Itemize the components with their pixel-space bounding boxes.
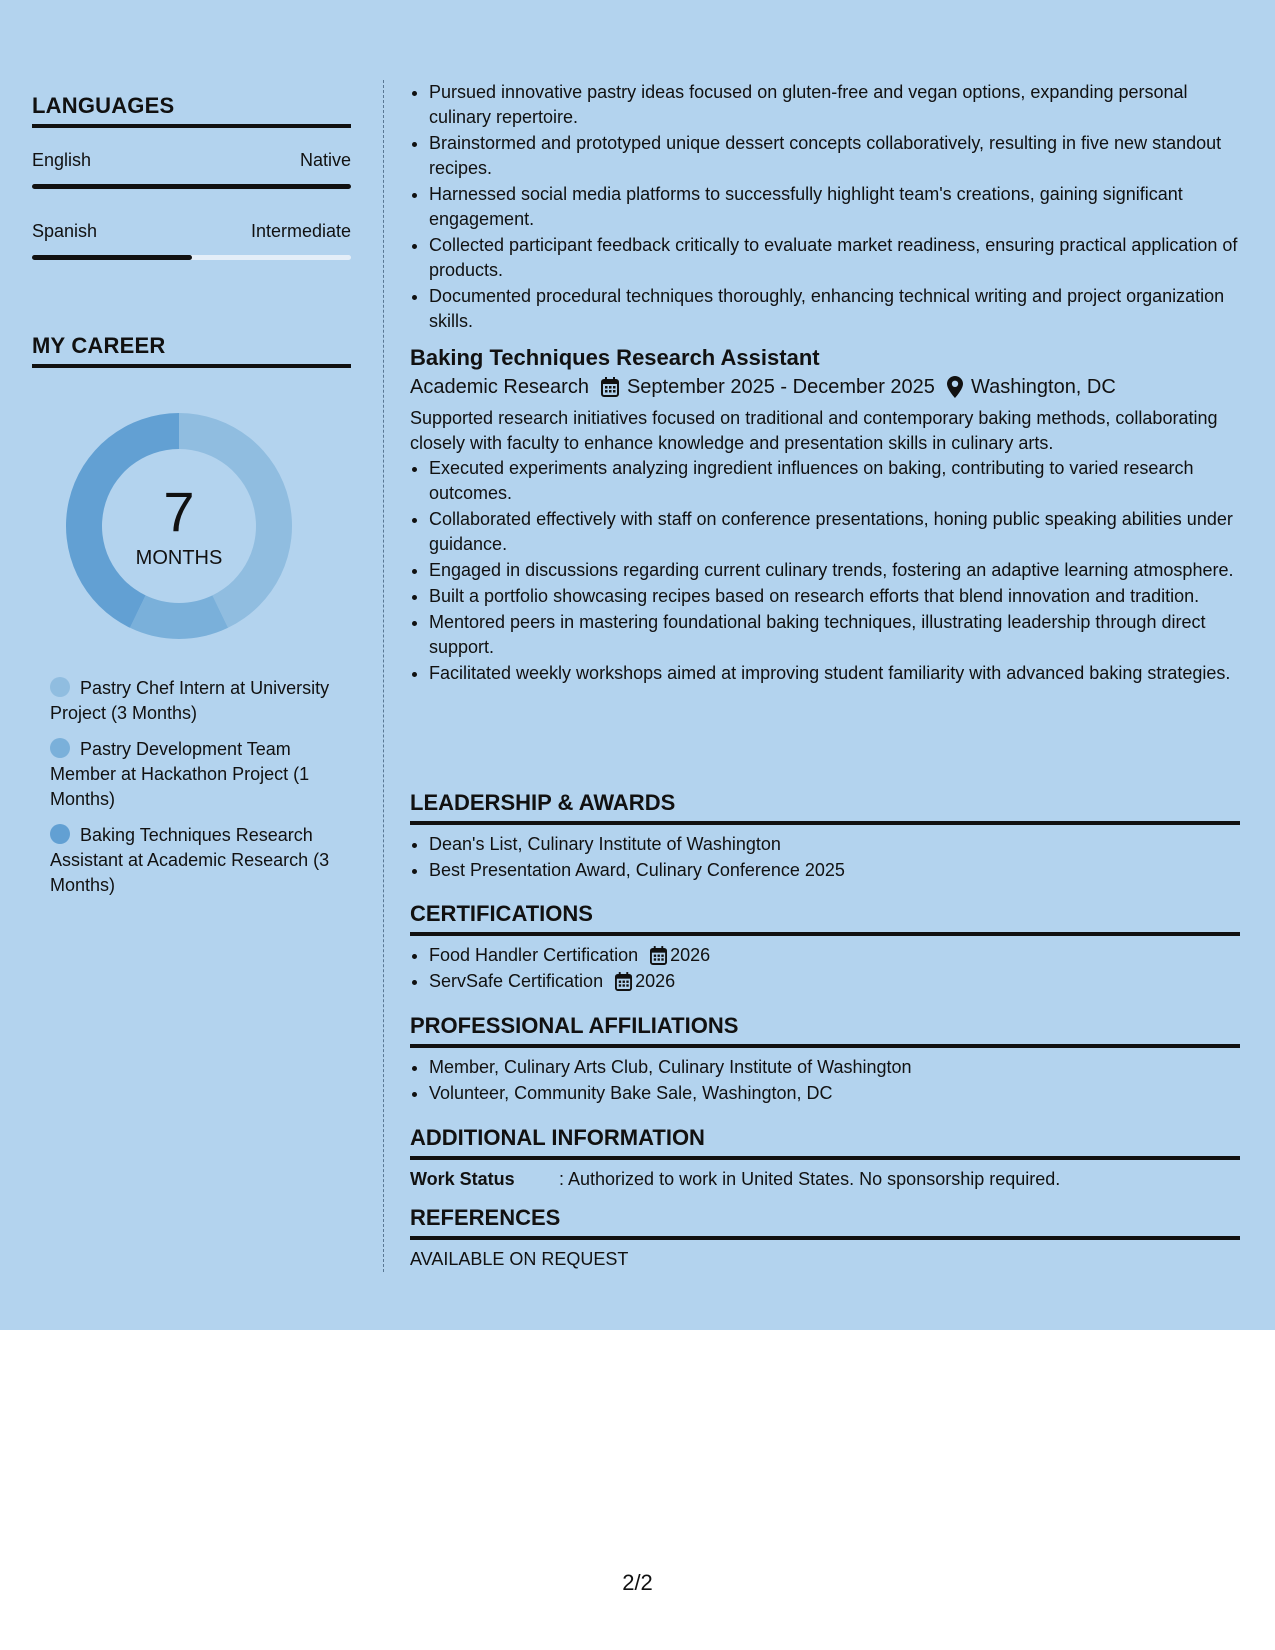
affiliation-item: • Volunteer, Community Bake Sale, Washington, DC	[429, 1081, 1240, 1106]
references-heading: REFERENCES	[410, 1205, 1240, 1240]
career-total-unit: MONTHS	[135, 547, 223, 569]
leadership-section	[410, 790, 1240, 884]
language-level: Native	[299, 150, 351, 170]
career-heading: MY CAREER	[32, 333, 351, 368]
award-item: • Best Presentation Award, Culinary Conference 2025	[429, 858, 1240, 883]
legend-label: Pastry Development Team Member at Hackathon Project (1 Months)	[50, 739, 310, 809]
language-proficiency-bar	[32, 184, 351, 189]
bullet-item: • Brainstormed and prototyped unique dessert concepts collaboratively, resulting in five new standout recipes.	[429, 131, 1240, 181]
language-proficiency-fill	[32, 184, 351, 189]
job-title: Baking Techniques Research Assistant	[410, 345, 820, 370]
legend-dot	[50, 738, 70, 758]
language-name: English	[32, 150, 92, 170]
calendar-icon	[650, 946, 667, 965]
location-pin-icon	[947, 376, 963, 398]
certification-item	[429, 969, 1240, 994]
page-number: 2/2	[622, 1570, 653, 1595]
certifications-section	[410, 901, 1240, 995]
leadership-heading: LEADERSHIP & AWARDS	[410, 790, 1240, 825]
job-meta	[410, 373, 1240, 401]
job-bullets	[410, 456, 1240, 686]
bullet-item: • Facilitated weekly workshops aimed at improving student familiarity with advanced baking strategies.	[429, 661, 1240, 686]
column-divider	[383, 80, 384, 1272]
job-dates: September 2025 - December 2025	[626, 376, 935, 398]
language-proficiency-fill	[32, 255, 192, 260]
affiliations-section	[410, 1013, 1240, 1107]
additional-heading: ADDITIONAL INFORMATION	[410, 1125, 1240, 1160]
legend-item	[50, 676, 340, 726]
certification-name: • Food Handler Certification	[429, 945, 639, 965]
bullet-item: • Collected participant feedback critically to evaluate market readiness, ensuring practical application of products.	[429, 233, 1240, 283]
prev-job-bullets	[410, 80, 1240, 334]
affiliation-item: • Member, Culinary Arts Club, Culinary Institute of Washington	[429, 1055, 1240, 1080]
language-proficiency-bar	[32, 255, 351, 260]
calendar-icon	[615, 972, 632, 991]
references-section	[410, 1205, 1240, 1272]
award-item: • Dean's List, Culinary Institute of Washington	[429, 832, 1240, 857]
bullet-item: • Engaged in discussions regarding current culinary trends, fostering an adaptive learning atmosphere.	[429, 558, 1240, 583]
certification-year: 2026	[635, 971, 676, 991]
certification-name: • ServSafe Certification	[429, 971, 604, 991]
legend-item	[50, 823, 340, 898]
certification-item	[429, 943, 1240, 968]
career-donut-chart	[64, 411, 294, 641]
calendar-icon	[601, 377, 619, 397]
bullet-item: • Built a portfolio showcasing recipes based on research efforts that blend innovation and tradition.	[429, 584, 1240, 609]
bullet-item: • Harnessed social media platforms to successfully highlight team's creations, gaining significant engagement.	[429, 182, 1240, 232]
experience-continued	[410, 80, 1240, 687]
language-spanish	[32, 221, 351, 260]
language-english	[32, 150, 351, 189]
legend-label: Baking Techniques Research Assistant at Academic Research (3 Months)	[50, 825, 330, 895]
legend-dot	[50, 677, 70, 697]
bullet-item: • Collaborated effectively with staff on conference presentations, honing public speaking abilities under guidance.	[429, 507, 1240, 557]
bullet-item: • Mentored peers in mastering foundational baking techniques, illustrating leadership through direct support.	[429, 610, 1240, 660]
work-status-row	[410, 1167, 1240, 1192]
languages-section	[32, 93, 351, 260]
career-section	[32, 333, 351, 368]
career-legend	[50, 676, 340, 909]
bullet-item: • Executed experiments analyzing ingredient influences on baking, contributing to varied research outcomes.	[429, 456, 1240, 506]
job-description: Supported research initiatives focused on traditional and contemporary baking methods, collaborating closely with faculty to enhance knowledge and presentation skills in culinary arts.	[410, 408, 1218, 453]
language-name: Spanish	[32, 221, 98, 241]
bullet-item: • Pursued innovative pastry ideas focused on gluten-free and vegan options, expanding personal culinary repertoire.	[429, 80, 1240, 130]
affiliations-heading: PROFESSIONAL AFFILIATIONS	[410, 1013, 1240, 1048]
career-total-value: 7	[163, 480, 195, 543]
legend-item	[50, 737, 340, 812]
references-text: AVAILABLE ON REQUEST	[410, 1249, 629, 1269]
work-status-value: : Authorized to work in United States. No sponsorship required.	[559, 1169, 1061, 1189]
certification-year: 2026	[670, 945, 711, 965]
additional-section	[410, 1125, 1240, 1192]
donut-segment-1	[130, 595, 228, 639]
languages-heading: LANGUAGES	[32, 93, 351, 128]
language-level: Intermediate	[250, 221, 351, 241]
certifications-heading: CERTIFICATIONS	[410, 901, 1240, 936]
job-org: Academic Research	[410, 376, 589, 398]
job-location: Washington, DC	[970, 376, 1116, 398]
legend-label: Pastry Chef Intern at University Project (3 Months)	[50, 678, 330, 723]
work-status-label: Work Status	[410, 1169, 515, 1189]
bullet-item: • Documented procedural techniques thoroughly, enhancing technical writing and project organization skills.	[429, 284, 1240, 334]
legend-dot	[50, 824, 70, 844]
